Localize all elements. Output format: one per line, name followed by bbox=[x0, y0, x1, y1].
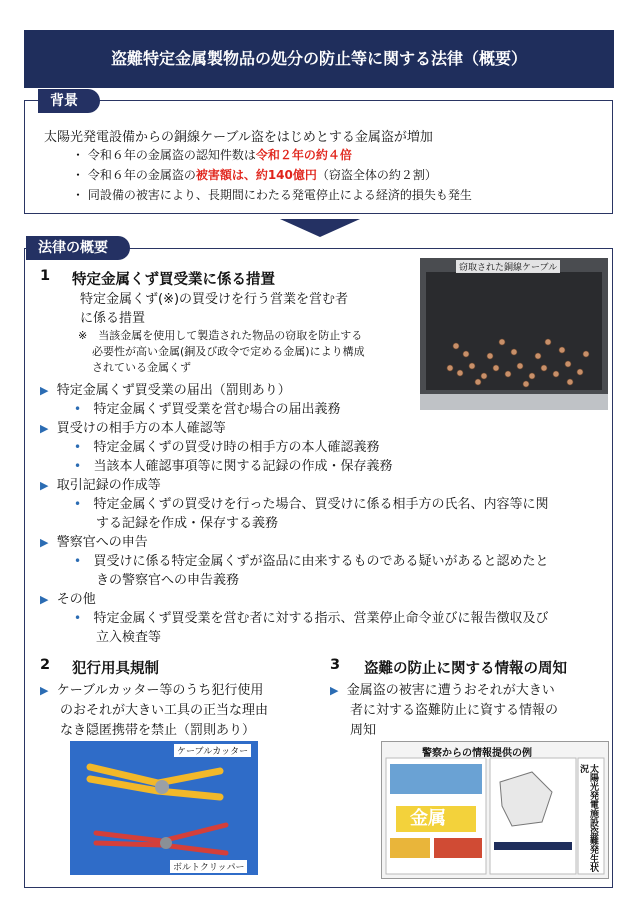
item-3-sub-1-cont: する記録を作成・保存する義務 bbox=[96, 516, 279, 531]
item-3-head: 取引記録の作成等 bbox=[56, 478, 161, 493]
section-1-number: 1 bbox=[40, 268, 51, 284]
poster-caption: 警察からの情報提供の例 bbox=[422, 748, 532, 759]
section-2-title: 犯行用具規制 bbox=[72, 661, 159, 677]
tool-1-label: ケーブルカッター bbox=[174, 744, 251, 757]
law-summary-label: 法律の概要 bbox=[26, 236, 130, 260]
item-1-head: 特定金属くず買受業の届出（罰則あり） bbox=[56, 383, 291, 398]
background-main-text: 太陽光発電設備からの銅線ケーブル盗をはじめとする金属盗が増加 bbox=[44, 130, 433, 145]
item-2: ▶ 買受けの相手方の本人確認等 bbox=[40, 421, 226, 436]
item-5: ▶ その他 bbox=[40, 592, 96, 607]
item-4-sub-1: • 買受けに係る特定金属くずが盗品に由来するものである疑いがあると認めたと bbox=[74, 554, 549, 569]
section-1-title: 特定金属くず買受業に係る措置 bbox=[72, 272, 275, 288]
tools-photo bbox=[70, 741, 258, 875]
item-5-head: その他 bbox=[56, 592, 96, 607]
item-2-sub-1: • 特定金属くずの買受け時の相手方の本人確認義務 bbox=[74, 440, 380, 455]
info-poster bbox=[381, 741, 609, 879]
background-bullet-2: ・ 令和６年の金属盗の被害額は、約140億円（窃盗全体の約２割） bbox=[72, 168, 437, 182]
section-2-number: 2 bbox=[40, 657, 51, 673]
item-5-sub-1: • 特定金属くず買受業を営む者に対する指示、営業停止命令並びに報告徴収及び bbox=[74, 611, 549, 626]
section-1-note-2: 必要性が高い金属(銅及び政令で定める金属)により構成 bbox=[92, 345, 365, 358]
background-bullet-3: ・ 同設備の被害により、長期間にわたる発電停止による経済的損失も発生 bbox=[72, 188, 472, 202]
section-2-text: ▶ ケーブルカッター等のうち犯行使用 のおそれが大きい工具の正当な理由 なき隠匿携帯を禁止（罰則あり） bbox=[40, 683, 269, 738]
section-3-title: 盗難の防止に関する情報の周知 bbox=[364, 661, 567, 677]
poster-side-text: 太陽光発電施設盗難発生状況 bbox=[578, 764, 598, 872]
item-1: ▶ 特定金属くず買受業の届出（罰則あり） bbox=[40, 383, 291, 398]
item-4-head: 警察官への申告 bbox=[56, 535, 148, 550]
item-4: ▶ 警察官への申告 bbox=[40, 535, 148, 550]
stolen-cable-caption: 窃取された銅線ケーブル bbox=[456, 260, 560, 273]
item-5-sub-1-cont: 立入検査等 bbox=[96, 630, 162, 645]
section-1-desc-1: 特定金属くず(※)の買受けを行う営業を営む者 bbox=[80, 292, 349, 307]
item-2-head: 買受けの相手方の本人確認等 bbox=[56, 421, 226, 436]
section-3-text: ▶ 金属盗の被害に遭うおそれが大きい 者に対する盗難防止に資する情報の 周知 bbox=[330, 683, 559, 738]
item-2-sub-2: • 当該本人確認事項等に関する記録の作成・保存義務 bbox=[74, 459, 393, 474]
poster-big-text: 金属 bbox=[410, 808, 446, 829]
section-1-note-1: ※ 当該金属を使用して製造された物品の窃取を防止する bbox=[78, 329, 363, 342]
item-1-sub-1: • 特定金属くず買受業を営む場合の届出義務 bbox=[74, 402, 341, 417]
section-1-desc-2: に係る措置 bbox=[80, 311, 146, 326]
page-title: 盗難特定金属製物品の処分の防止等に関する法律（概要） bbox=[24, 30, 614, 88]
background-label: 背景 bbox=[38, 89, 100, 113]
tool-2-label: ボルトクリッパー bbox=[170, 860, 247, 873]
item-3: ▶ 取引記録の作成等 bbox=[40, 478, 161, 493]
section-1-note-3: されている金属くず bbox=[92, 361, 191, 374]
section-3-number: 3 bbox=[330, 657, 341, 673]
down-arrow-icon bbox=[280, 219, 360, 237]
item-3-sub-1: • 特定金属くずの買受けを行った場合、買受けに係る相手方の氏名、内容等に関 bbox=[74, 497, 549, 512]
item-4-sub-1-cont: きの警察官への申告義務 bbox=[96, 573, 240, 588]
background-bullet-1: ・ 令和６年の金属盗の認知件数は令和２年の約４倍 bbox=[72, 148, 352, 162]
